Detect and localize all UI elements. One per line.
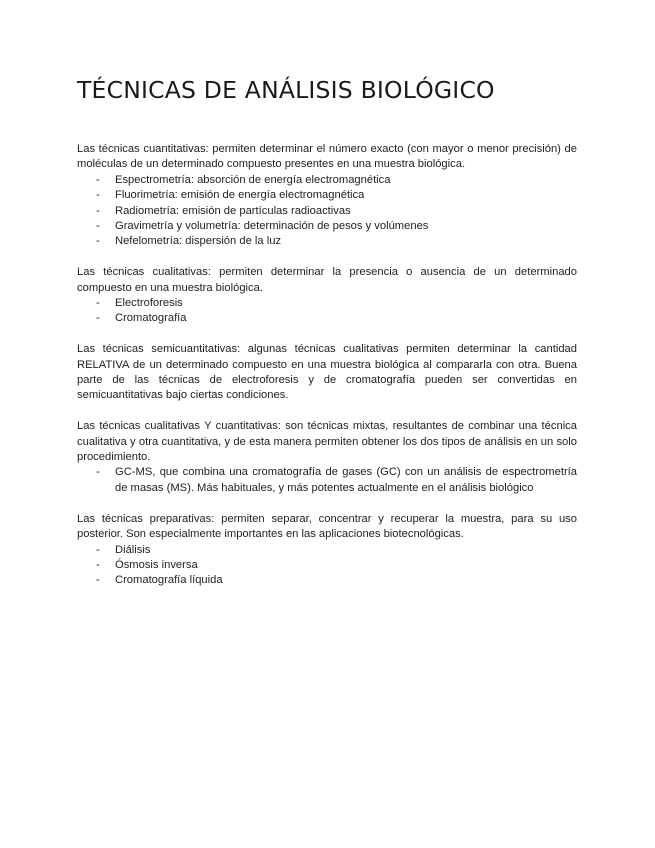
section-paragraph: Las técnicas semicuantitativas: algunas técnicas cualitativas permiten determinar la cantidad RELATIVA de un determinado compuesto en una muestra biológica al compararla con otra. Buena parte de las técnicas de electroforesis y de cromatografía pueden ser convertidas en semicuantitativas bajo ciertas condiciones.: [77, 343, 577, 402]
dash-bullet: -: [96, 312, 100, 325]
list-item-text: Cromatografía: [115, 312, 187, 325]
dash-bullet: -: [96, 235, 100, 248]
list-item-text: Cromatografía líquida: [115, 574, 223, 587]
list-item-text: Radiometría: emisión de partículas radioactivas: [115, 204, 351, 217]
dash-bullet: -: [96, 543, 100, 556]
list-item-text: Ósmosis inversa: [115, 558, 198, 571]
list-item: [77, 296, 577, 311]
list-item-text: Diálisis: [115, 543, 151, 556]
bullet-list: [77, 543, 577, 589]
list-item-text: GC-MS, que combina una cromatografía de gases (GC) con un análisis de espectrometría de masas (MS). Más habituales, y más potentes actualmente en el análisis biológico: [115, 466, 577, 494]
dash-bullet: -: [96, 297, 100, 310]
dash-bullet: -: [96, 204, 100, 217]
list-item: [77, 558, 577, 573]
dash-bullet: -: [96, 173, 100, 186]
list-item-text: Espectrometría: absorción de energía electromagnética: [115, 173, 391, 186]
section-quantitative: [77, 142, 577, 250]
list-item: [77, 311, 577, 326]
dash-bullet: -: [96, 189, 100, 202]
section-preparative: [77, 512, 577, 589]
dash-bullet: -: [96, 574, 100, 587]
section-paragraph: Las técnicas cualitativas Y cuantitativas: son técnicas mixtas, resultantes de combinar una técnica cualitativa y otra cuantitativa, y de esta manera permiten obtener los dos tipos de análisis en un solo procedimiento.: [77, 420, 577, 464]
bullet-list: [77, 173, 577, 250]
list-item-text: Gravimetría y volumetría: determinación de pesos y volúmenes: [115, 220, 429, 233]
dash-bullet: -: [96, 220, 100, 233]
document-body: [77, 142, 577, 604]
list-item-text: Fluorimetría: emisión de energía electromagnética: [115, 189, 365, 202]
list-item: [77, 465, 577, 496]
page-title: TÉCNICAS DE ANÁLISIS BIOLÓGICO: [77, 76, 495, 104]
list-item: [77, 204, 577, 219]
dash-bullet: -: [96, 466, 100, 479]
section-paragraph: Las técnicas preparativas: permiten separar, concentrar y recuperar la muestra, para su uso posterior. Son especialmente importantes en las aplicaciones biotecnológicas.: [77, 512, 577, 541]
section-paragraph: Las técnicas cualitativas: permiten determinar la presencia o ausencia de un determinado compuesto en una muestra biológica.: [77, 266, 577, 294]
section-mixed: [77, 419, 577, 496]
list-item-text: Nefelometría: dispersión de la luz: [115, 235, 282, 248]
bullet-list: [77, 465, 577, 496]
section-paragraph: Las técnicas cuantitativas: permiten determinar el número exacto (con mayor o menor precisión) de moléculas de un determinado compuesto presentes en una muestra biológica.: [77, 143, 577, 171]
list-item: [77, 234, 577, 249]
list-item: [77, 219, 577, 234]
section-semiquantitative: [77, 342, 577, 404]
list-item-text: Electroforesis: [115, 297, 183, 310]
list-item: [77, 173, 577, 188]
dash-bullet: -: [96, 558, 100, 571]
section-qualitative: [77, 265, 577, 327]
list-item: [77, 573, 577, 588]
list-item: [77, 543, 577, 558]
bullet-list: [77, 296, 577, 327]
list-item: [77, 188, 577, 203]
